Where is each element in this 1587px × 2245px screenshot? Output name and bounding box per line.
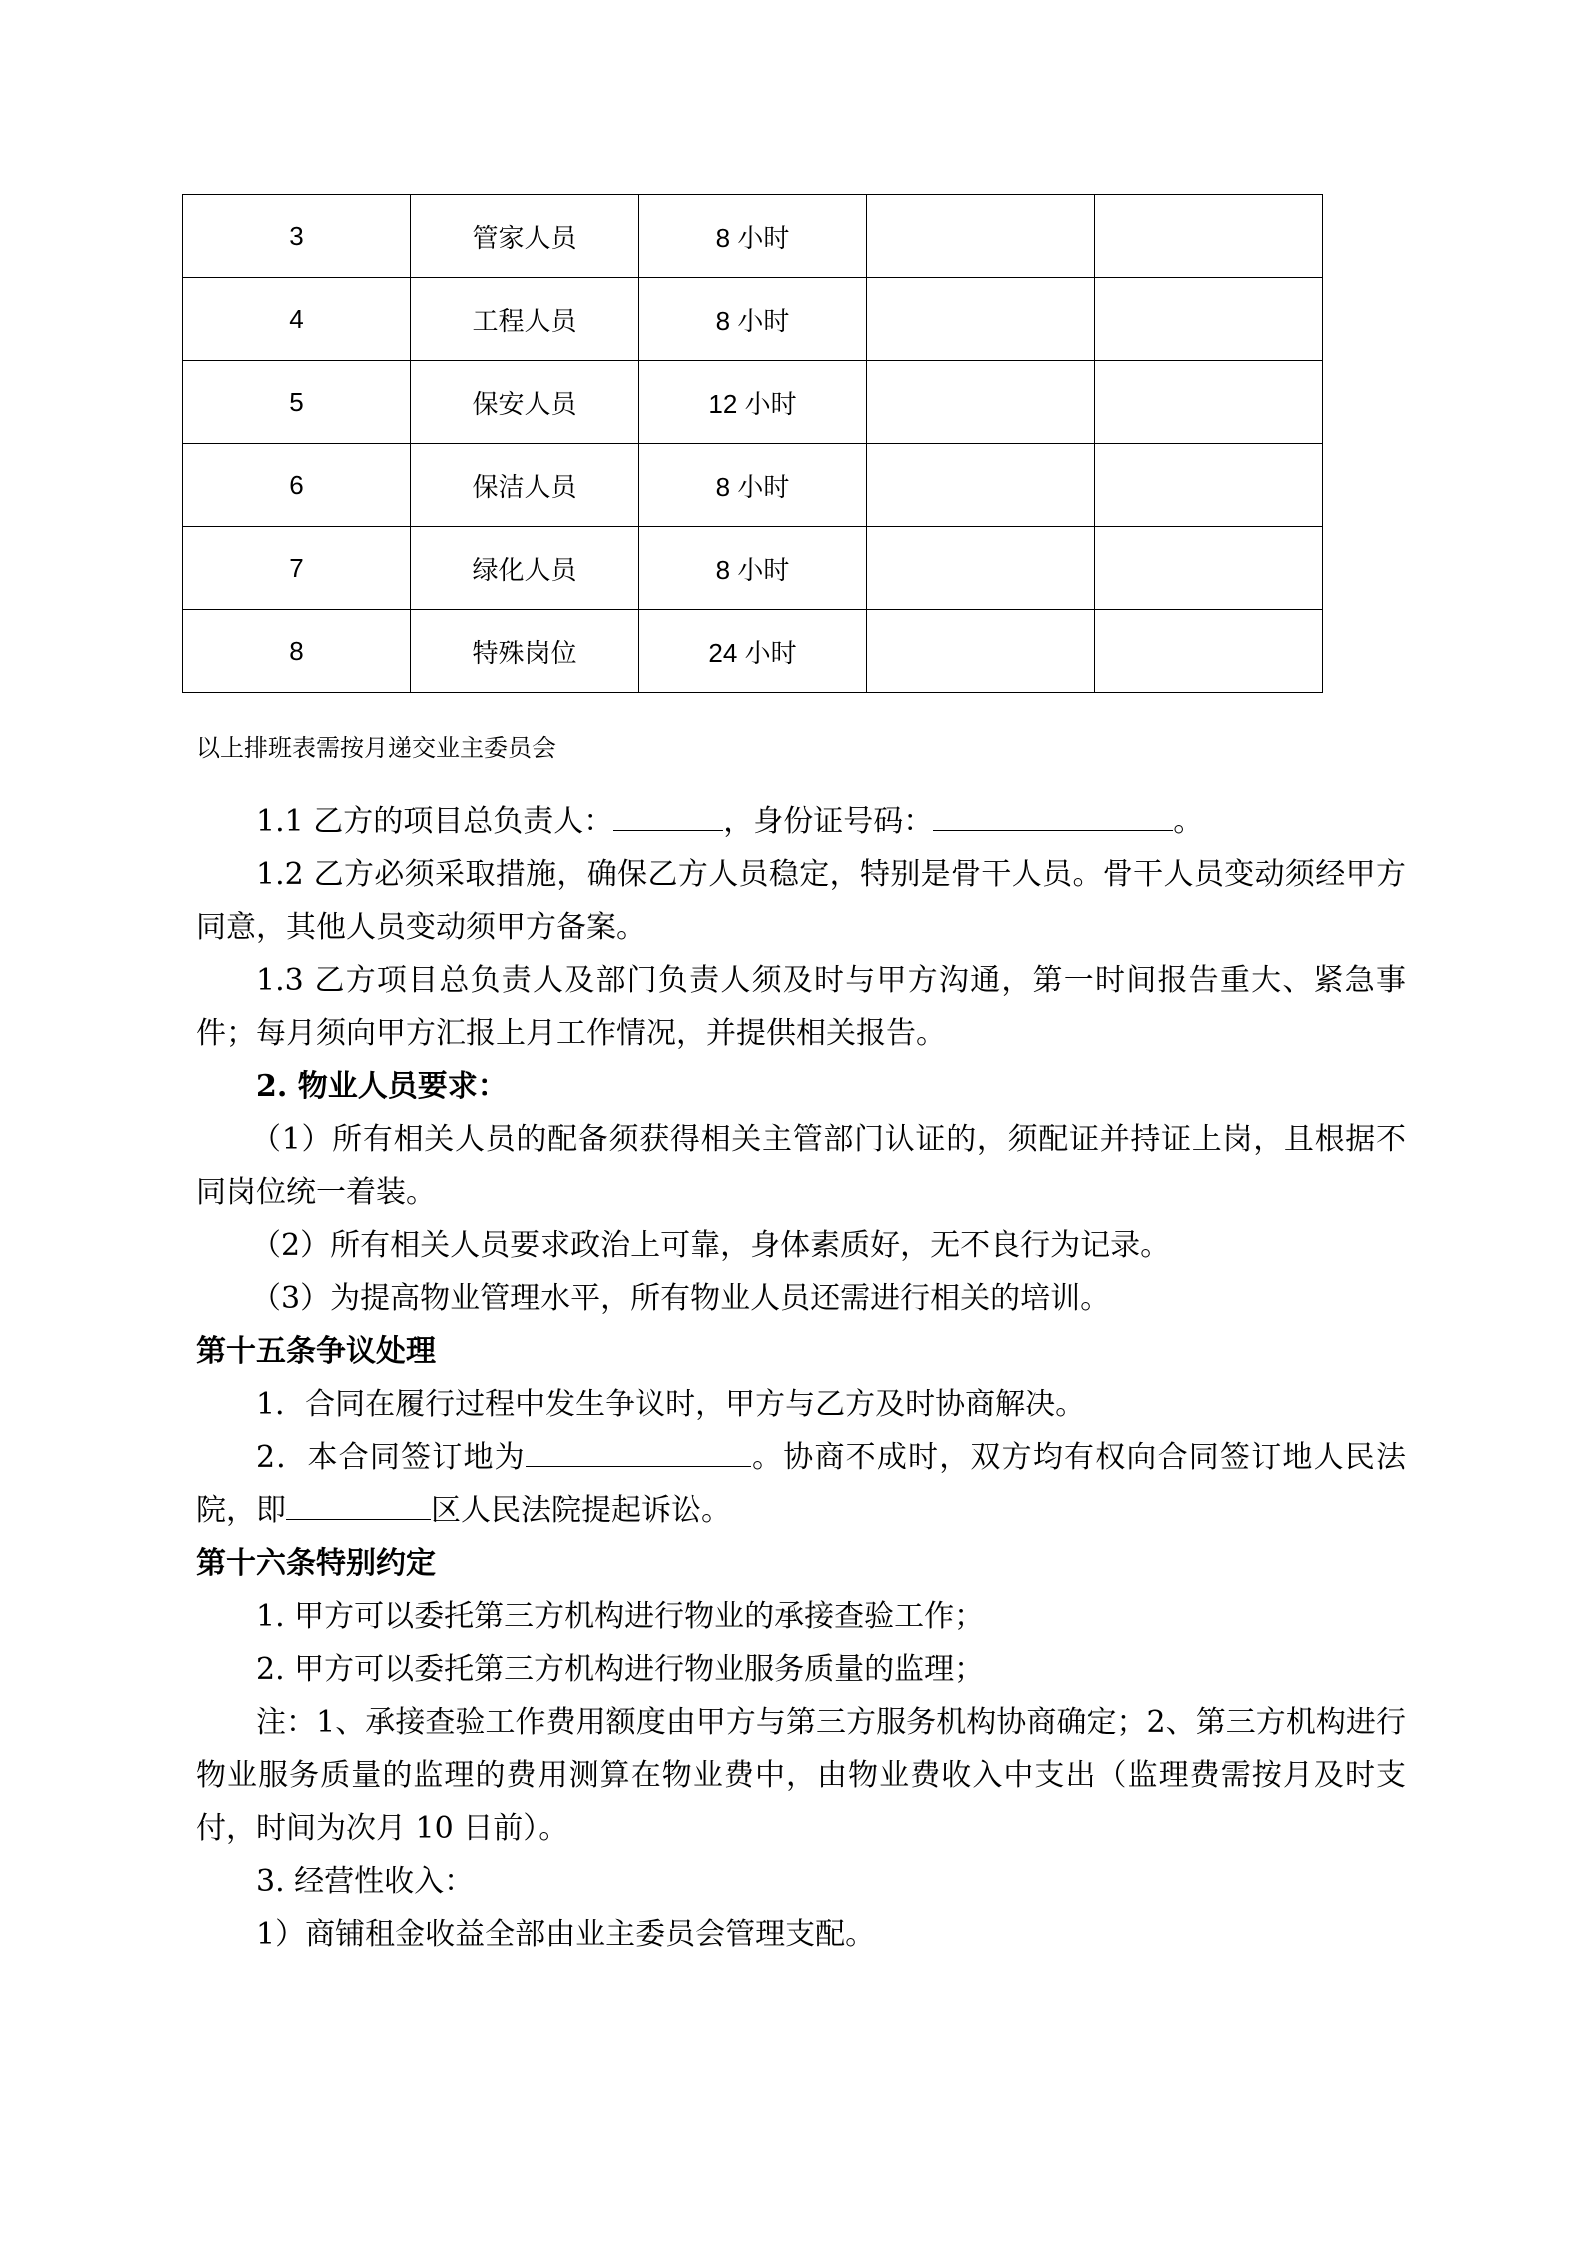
clause-1-3: 1.3 乙方项目总负责人及部门负责人须及时与甲方沟通，第一时间报告重大、紧急事件；每月须向甲方汇报上月工作情况，并提供相关报告。 — [196, 963, 1406, 1051]
clause-text: 1.1 乙方的项目总负责人： — [256, 804, 614, 839]
staff-role: 保洁人员 — [411, 444, 639, 527]
article-16-heading: 第十六条特别约定 — [196, 1546, 436, 1581]
article-16-item-3: 3. 经营性收入： — [256, 1864, 475, 1899]
article-16-item-1: 1. 甲方可以委托第三方机构进行物业的承接查验工作； — [256, 1599, 985, 1634]
blank-line — [286, 1489, 431, 1520]
empty-cell — [867, 610, 1095, 693]
clause-text: ，身份证号码： — [723, 804, 934, 839]
empty-cell — [1095, 278, 1323, 361]
empty-cell — [867, 278, 1095, 361]
work-hours: 24 小时 — [639, 610, 867, 693]
staff-role: 特殊岗位 — [411, 610, 639, 693]
row-number: 8 — [183, 610, 411, 693]
clause-1-2: 1.2 乙方必须采取措施，确保乙方人员稳定，特别是骨干人员。骨干人员变动须经甲方同意，其他人员变动须甲方备案。 — [196, 857, 1406, 945]
empty-cell — [1095, 361, 1323, 444]
article-15-item-1: 1．合同在履行过程中发生争议时，甲方与乙方及时协商解决。 — [256, 1387, 1086, 1422]
table-row — [183, 610, 1323, 693]
article-16-note: 注：1、承接查验工作费用额度由甲方与第三方服务机构协商确定；2、第三方机构进行物业服务质量的监理的费用测算在物业费中，由物业费收入中支出（监理费需按月及时支付，时间为次月 10 日前）。 — [196, 1705, 1406, 1846]
row-number: 7 — [183, 527, 411, 610]
empty-cell — [867, 195, 1095, 278]
requirement-3: （3）为提高物业管理水平，所有物业人员还需进行相关的培训。 — [251, 1281, 1111, 1316]
article-15-item-2 — [196, 1431, 1406, 1537]
article-16-item-2: 2. 甲方可以委托第三方机构进行物业服务质量的监理； — [256, 1652, 985, 1687]
staff-role: 工程人员 — [411, 278, 639, 361]
table-row — [183, 195, 1323, 278]
empty-cell — [867, 444, 1095, 527]
row-number: 5 — [183, 361, 411, 444]
staff-role: 绿化人员 — [411, 527, 639, 610]
blank-line — [526, 1436, 751, 1467]
requirement-1: （1）所有相关人员的配备须获得相关主管部门认证的，须配证并持证上岗，且根据不同岗位统一着装。 — [196, 1122, 1406, 1210]
blank-line — [613, 800, 723, 831]
table-row — [183, 361, 1323, 444]
empty-cell — [867, 527, 1095, 610]
contract-body — [196, 795, 1406, 1961]
clause-text: 2．本合同签订地为 — [256, 1440, 526, 1475]
staff-role: 管家人员 — [411, 195, 639, 278]
schedule-note: 以上排班表需按月递交业主委员会 — [196, 734, 556, 762]
clause-text: 区人民法院提起诉讼。 — [431, 1493, 731, 1528]
work-hours: 8 小时 — [639, 278, 867, 361]
clause-text: 。 — [1173, 804, 1204, 839]
article-15-heading: 第十五条争议处理 — [196, 1334, 436, 1369]
staff-role: 保安人员 — [411, 361, 639, 444]
work-hours: 8 小时 — [639, 444, 867, 527]
table-row — [183, 278, 1323, 361]
clause-text: 。协商不成时，双方均有权向合同签订地人民法院，即 — [196, 1440, 1406, 1528]
staff-requirements-heading: 2. 物业人员要求： — [256, 1069, 508, 1104]
work-hours: 12 小时 — [639, 361, 867, 444]
row-number: 4 — [183, 278, 411, 361]
empty-cell — [1095, 610, 1323, 693]
clause-1-1 — [196, 795, 1406, 848]
requirement-2: （2）所有相关人员要求政治上可靠，身体素质好，无不良行为记录。 — [251, 1228, 1171, 1263]
empty-cell — [1095, 195, 1323, 278]
table-row — [183, 444, 1323, 527]
row-number: 6 — [183, 444, 411, 527]
work-hours: 8 小时 — [639, 527, 867, 610]
empty-cell — [867, 361, 1095, 444]
table-row — [183, 527, 1323, 610]
row-number: 3 — [183, 195, 411, 278]
blank-line — [933, 800, 1173, 831]
shift-schedule-table — [182, 194, 1323, 693]
work-hours: 8 小时 — [639, 195, 867, 278]
empty-cell — [1095, 444, 1323, 527]
article-16-item-3-1: 1）商铺租金收益全部由业主委员会管理支配。 — [256, 1917, 876, 1952]
empty-cell — [1095, 527, 1323, 610]
